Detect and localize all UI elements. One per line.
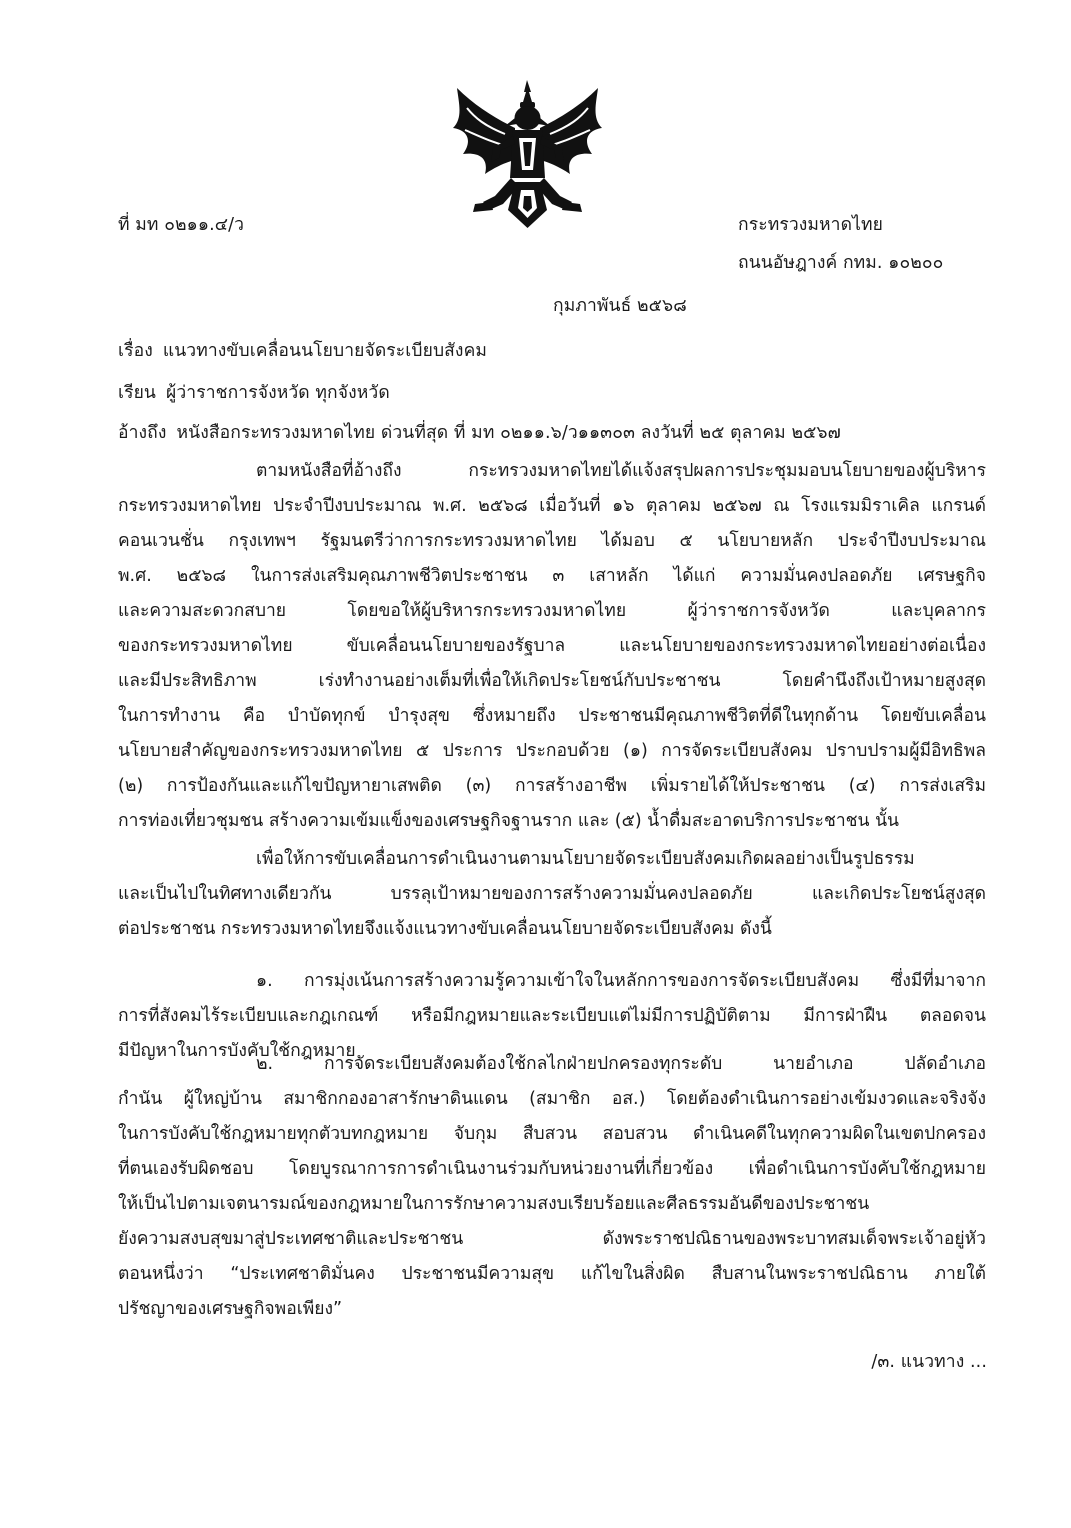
paragraph-line: และความสะดวกสบาย โดยขอให้ผู้บริหารกระทรวงมหาดไทย ผู้ว่าราชการจังหวัด และบุคลากร	[118, 601, 986, 621]
paragraph-line: เพื่อให้การขับเคลื่อนการดำเนินงานตามนโยบายจัดระเบียบสังคมเกิดผลอย่างเป็นรูปธรรม	[256, 849, 915, 869]
paragraph-line: พ.ศ. ๒๕๖๘ ในการส่งเสริมคุณภาพชีวิตประชาชน ๓ เสาหลัก ได้แก่ ความมั่นคงปลอดภัย เศรษฐกิจ	[118, 566, 986, 586]
paragraph-line: และเป็นไปในทิศทางเดียวกัน บรรลุเป้าหมายของการสร้างความมั่นคงปลอดภัย และเกิดประโยชน์สูงสุด	[118, 884, 986, 904]
paragraph-line: ให้เป็นไปตามเจตนารมณ์ของกฎหมายในการรักษาความสงบเรียบร้อยและศีลธรรมอันดีของประชาชน	[118, 1194, 870, 1214]
paragraph-line: นโยบายสำคัญของกระทรวงมหาดไทย ๕ ประการ ประกอบด้วย (๑) การจัดระเบียบสังคม ปราบปรามผู้มีอิทธิพล	[118, 741, 986, 761]
paragraph-line: การท่องเที่ยวชุมชน สร้างความเข้มแข็งของเศรษฐกิจฐานราก และ (๕) น้ำดื่มสะอาดบริการประชาชน นั้น	[118, 811, 899, 831]
reference-number: ที่ มท ๐๒๑๑.๔/ว	[118, 215, 244, 235]
paragraph-2	[118, 842, 986, 947]
paragraph-line: มีปัญหาในการบังคับใช้กฎหมาย	[118, 1041, 356, 1061]
salutation-label: เรียน	[118, 383, 156, 403]
paragraph-line: ในการบังคับใช้กฎหมายทุกตัวบทกฎหมาย จับกุม สืบสวน สอบสวน ดำเนินคดีในทุกความผิดในเขตปกครอง	[118, 1124, 986, 1144]
paragraph-line: การที่สังคมไร้ระเบียบและกฎเกณฑ์ หรือมีกฎหมายและระเบียบแต่ไม่มีการปฏิบัติตาม มีการฝ่าฝืน ตลอดจน	[118, 1006, 986, 1026]
paragraph-line: ยังความสงบสุขมาสู่ประเทศชาติและประชาชน ดังพระราชปณิธานของพระบาทสมเด็จพระเจ้าอยู่หัว	[118, 1229, 986, 1249]
paragraph-line: ๒. การจัดระเบียบสังคมต้องใช้กลไกฝ่ายปกครองทุกระดับ นายอำเภอ ปลัดอำเภอ	[256, 1054, 986, 1074]
paragraph-line: และมีประสิทธิภาพ เร่งทำงานอย่างเต็มที่เพื่อให้เกิดประโยชน์กับประชาชน โดยคำนึงถึงเป้าหมายสูงสุด	[118, 671, 986, 691]
paragraph-line: กระทรวงมหาดไทย ประจำปีงบประมาณ พ.ศ. ๒๕๖๘ เมื่อวันที่ ๑๖ ตุลาคม ๒๕๖๗ ณ โรงแรมมิราเคิล แกรนด์	[118, 496, 986, 516]
paragraph-4	[118, 1047, 986, 1327]
reference-label: อ้างถึง	[118, 423, 167, 443]
paragraph-1	[118, 454, 986, 839]
paragraph-line: ในการทำงาน คือ บำบัดทุกข์ บำรุงสุข ซึ่งหมายถึง ประชาชนมีคุณภาพชีวิตที่ดีในทุกด้าน โดยขับเคลื่อน	[118, 706, 986, 726]
paragraph-line: กำนัน ผู้ใหญ่บ้าน สมาชิกกองอาสารักษาดินแดน (สมาชิก อส.) โดยต้องดำเนินการอย่างเข้มงวดและจริงจัง	[118, 1089, 986, 1109]
subject-line	[118, 336, 487, 364]
paragraph-line: ตามหนังสือที่อ้างถึง กระทรวงมหาดไทยได้แจ้งสรุปผลการประชุมมอบนโยบายของผู้บริหาร	[256, 461, 986, 481]
paragraph-line: ปรัชญาของเศรษฐกิจพอเพียง”	[118, 1299, 343, 1319]
paragraph-line: ที่ตนเองรับผิดชอบ โดยบูรณาการการดำเนินงานร่วมกับหน่วยงานที่เกี่ยวข้อง เพื่อดำเนินการบังคับใช้กฎหมาย	[118, 1159, 986, 1179]
salutation-text: ผู้ว่าราชการจังหวัด ทุกจังหวัด	[166, 383, 390, 403]
paragraph-line: ต่อประชาชน กระทรวงมหาดไทยจึงแจ้งแนวทางขับเคลื่อนนโยบายจัดระเบียบสังคม ดังนี้	[118, 919, 772, 939]
reference-text: หนังสือกระทรวงมหาดไทย ด่วนที่สุด ที่ มท ๐๒๑๑.๖/ว๑๑๓๐๓ ลงวันที่ ๒๕ ตุลาคม ๒๕๖๗	[176, 423, 841, 443]
paragraph-line: คอนเวนชั่น กรุงเทพฯ รัฐมนตรีว่าการกระทรวงมหาดไทย ได้มอบ ๕ นโยบายหลัก ประจำปีงบประมาณ	[118, 531, 986, 551]
subject-text: แนวทางขับเคลื่อนนโยบายจัดระเบียบสังคม	[162, 341, 488, 361]
reference-line	[118, 418, 841, 446]
ministry-address: ถนนอัษฎางค์ กทม. ๑๐๒๐๐	[738, 253, 944, 273]
paragraph-line: (๒) การป้องกันและแก้ไขปัญหายาเสพติด (๓) การสร้างอาชีพ เพิ่มรายได้ให้ประชาชน (๔) การส่งเสริม	[118, 776, 986, 796]
garuda-emblem-icon	[445, 78, 610, 233]
paragraph-line: ๑. การมุ่งเน้นการสร้างความรู้ความเข้าใจในหลักการของการจัดระเบียบสังคม ซึ่งมีที่มาจาก	[256, 971, 986, 991]
paragraph-line: ของกระทรวงมหาดไทย ขับเคลื่อนนโยบายของรัฐบาล และนโยบายของกระทรวงมหาดไทยอย่างต่อเนื่อง	[118, 636, 986, 656]
continuation-marker: /๓. แนวทาง ...	[871, 1352, 987, 1372]
salutation-line	[118, 378, 390, 406]
letter-date: กุมภาพันธ์ ๒๕๖๘	[553, 296, 687, 316]
paragraph-line: ตอนหนึ่งว่า “ประเทศชาติมั่นคง ประชาชนมีความสุข แก้ไขในสิ่งผิด สืบสานในพระราชปณิธาน ภายใต้	[118, 1264, 986, 1284]
subject-label: เรื่อง	[118, 341, 153, 361]
ministry-name: กระทรวงมหาดไทย	[738, 215, 883, 235]
